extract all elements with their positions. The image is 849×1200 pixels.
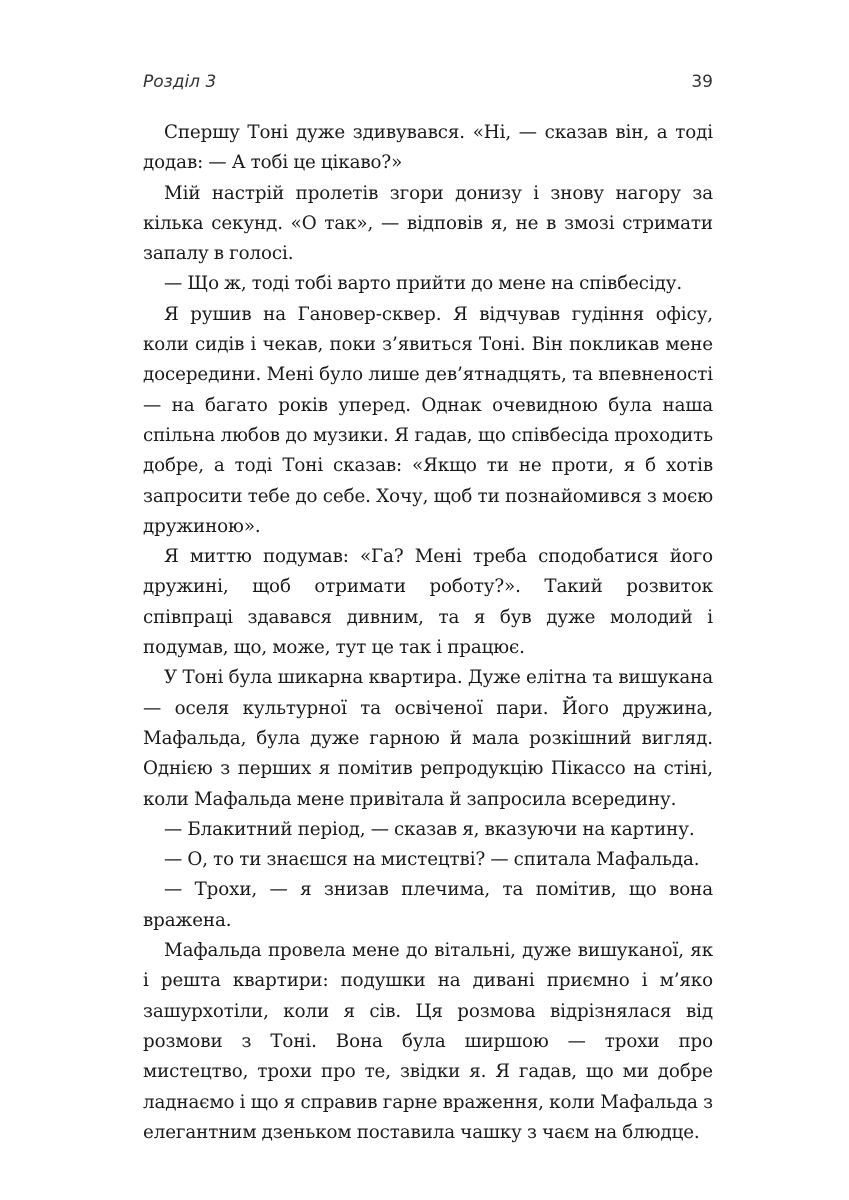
page-header <box>143 72 713 102</box>
paragraph: — О, то ти знаєшся на мистецтві? — спитала Мафальда. <box>164 849 700 871</box>
paragraph: — Що ж, тоді тобі варто прийти до мене на співбесіду. <box>164 273 683 295</box>
paragraph: У Тоні була шикарна квартира. Дуже елітна та вишукана — оселя культурної та освіченої пари. Його дружина, Мафальда, була дуже гарною й мала розкішний вигляд. Однією з перших я помітив репродукцію Пікассо на стіні, коли Мафальда мене привітала й запросила всередину. <box>143 667 713 810</box>
page-number: 39 <box>691 72 713 92</box>
paragraph: Я рушив на Гановер-сквер. Я відчував гудіння офісу, коли сидів і чекав, поки з’явиться Тоні. Він покликав мене досередини. Мені було лише дев’ятнадцять, та впевненості — на багато років уперед. Однак очевидною була наша спільна любов до музики. Я гадав, що співбесіда проходить добре, а тоді Тоні сказав: «Якщо ти не проти, я б хотів запросити тебе до себе. Хочу, щоб ти познайомився з моєю дружиною». <box>143 303 713 537</box>
paragraph: — Блакитний період, — сказав я, вказуючи на картину. <box>164 818 695 840</box>
paragraph: Мій настрій пролетів згори донизу і знову нагору за кілька секунд. «О так», — відповів я, не в змозі стримати запалу в голосі. <box>143 182 713 265</box>
paragraph: Спершу Тоні дуже здивувався. «Ні, — сказав він, а тоді додав: — А тобі це цікаво?» <box>143 122 713 174</box>
body-text <box>143 118 713 1148</box>
paragraph: Мафальда провела мене до вітальні, дуже вишуканої, як і решта квартири: подушки на дивані приємно і м’яко зашурхотіли, коли я сів. Ця розмова відрізнялася від розмови з Тоні. Вона була ширшою — трохи про мистецтво, трохи про те, звідки я. Я гадав, що ми добре ладнаємо і що я справив гарне враження, коли Мафальда з елегантним дзеньком поставила чашку з чаєм на блюдце. <box>143 940 713 1143</box>
paragraph: — Трохи, — я знизав плечима, та помітив, що вона вражена. <box>143 879 713 931</box>
paragraph: Я миттю подумав: «Га? Мені треба сподобатися його дружині, щоб отримати роботу?». Такий розвиток співпраці здавався дивним, та я був дуже молодий і подумав, що, може, тут це так і працює. <box>143 546 713 659</box>
running-head: Розділ 3 <box>143 72 217 92</box>
